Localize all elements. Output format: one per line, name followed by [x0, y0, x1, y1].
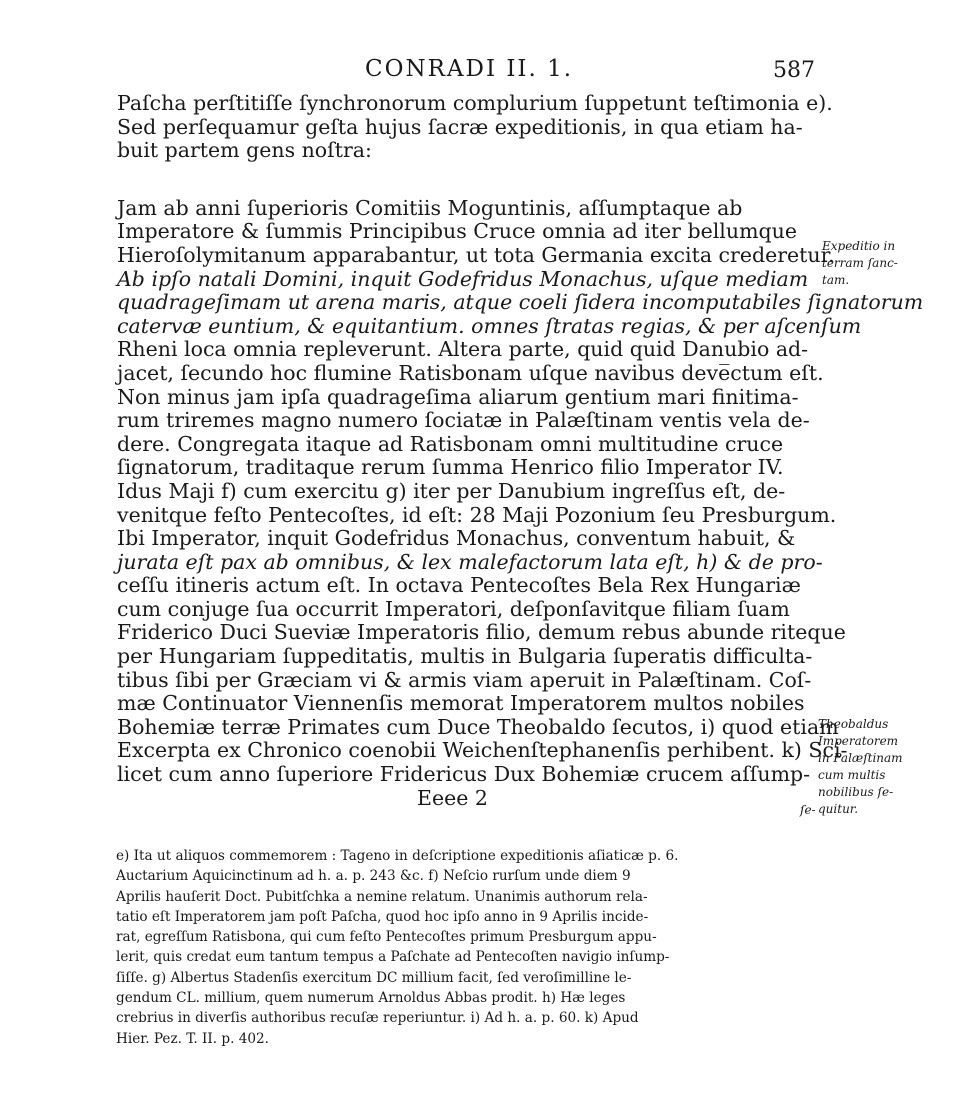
- text-line: Bohemiæ terræ Primates cum Duce Theobaldo ſecutos, i) quod etiam: [117, 714, 839, 739]
- text-line: Friderico Duci Sueviæ Imperatoris filio, demum rebus abunde riteque: [117, 620, 846, 645]
- text-line: dere. Congregata itaque ad Ratisbonam omni multitudine cruce: [117, 431, 784, 456]
- footnote-line: rat, egreſſum Ratisbona, qui cum feſto Pentecoſtes primum Presburgum appu-: [116, 929, 657, 946]
- footnote-line: tatio eſt Imperatorem jam poſt Paſcha, quod hoc ipſo anno in 9 Aprilis incide-: [116, 908, 649, 925]
- footnote-line: Aprilis hauſerit Doct. Pubitſchka a nemine relatum. Unanimis authorum rela-: [116, 888, 648, 905]
- text-line: Rheni loca omnia repleverunt. Altera parte, quid quid Danubio ad-: [117, 337, 809, 362]
- footnote-line: ſiſſe. g) Albertus Stadenſis exercitum DC millium facit, ſed veroſimilline le-: [116, 969, 632, 986]
- footnote-line: e) Ita ut aliquos commemorem : Tageno in deſcriptione expeditionis aſiaticæ p. 6.: [116, 848, 679, 864]
- text-line: Non minus jam ipſa quadrageſima aliarum gentium mari finitima-: [117, 384, 799, 409]
- catchword: ſe-: [800, 803, 816, 817]
- text-line: jurata eſt pax ab omnibus, & lex malefactorum lata eſt, h) & de pro-: [117, 549, 823, 574]
- marginal-note-line: tam.: [822, 273, 850, 287]
- running-head: CONRADI II. 1.: [365, 56, 574, 82]
- marginal-note-line: quitur.: [818, 802, 859, 816]
- text-line: venitque feſto Pentecoſtes, id eſt: 28 Maji Pozonium ſeu Presburgum.: [117, 502, 837, 527]
- signature-mark: Eeee 2: [417, 785, 488, 810]
- text-line: Paſcha perſtitiſſe ſynchronorum complurium ſuppetunt teſtimonia e).: [117, 91, 833, 115]
- text-line: ſignatorum, traditaque rerum ſumma Henrico filio Imperator IV.: [117, 455, 784, 480]
- marginal-note-line: Theobaldus: [818, 717, 889, 731]
- footnote-line: Hier. Pez. T. II. p. 402.: [116, 1030, 269, 1047]
- text-line: Excerpta ex Chronico coenobii Weichenſtephanenſis perhibent. k) Sci-: [117, 738, 848, 763]
- marginal-note-line: cum multis: [818, 768, 886, 782]
- text-line: buit partem gens noſtra:: [117, 138, 372, 163]
- text-line: rum triremes magno numero ſociatæ in Palæſtinam ventis vela de-: [117, 408, 810, 433]
- page-number: 587: [773, 58, 815, 83]
- marginal-note-line: Expeditio in: [822, 239, 896, 253]
- text-line: Sed perſequamur geſta hujus ſacræ expeditionis, in qua etiam ha-: [117, 114, 803, 139]
- marginal-note-expedition: [822, 238, 942, 289]
- footnote-line: crebrius in diverſis authoribus recuſæ reperiuntur. i) Ad h. a. p. 60. k) Apud: [116, 1010, 639, 1027]
- footnote-line: gendum CL. millium, quem numerum Arnoldus Abbas prodit. h) Hæ leges: [116, 990, 626, 1007]
- paragraph-gap: [117, 163, 822, 197]
- text-line: jacet, ſecundo hoc flumine Ratisbonam uſque navibus deve̅ctum eſt.: [117, 360, 824, 385]
- text-line: cum conjuge ſua occurrit Imperatori, deſponſavitque filiam ſuam: [117, 596, 790, 621]
- text-line: ceſſu itineris actum eſt. In octava Pentecoſtes Bela Rex Hungariæ: [117, 573, 801, 598]
- marginal-note-line: nobilibus ſe-: [818, 785, 894, 799]
- marginal-note-line: in Palæſtinam: [818, 751, 903, 765]
- marginal-note-line: terram ſanc-: [822, 256, 898, 270]
- footnotes: [116, 846, 816, 1049]
- text-line: per Hungariam ſuppeditatis, multis in Bulgaria ſuperatis difficulta-: [117, 644, 813, 669]
- text-line: Ibi Imperator, inquit Godefridus Monachus, conventum habuit, &: [117, 526, 796, 551]
- text-line: Imperatore & ſummis Principibus Cruce omnia ad iter bellumque: [117, 219, 797, 244]
- text-line: catervæ euntium, & equitantium. omnes ſtratas regias, & per aſcenſum: [117, 313, 862, 338]
- text-line: quadrageſimam ut arena maris, atque coeli ſidera incomputabiles ſignatorum: [117, 290, 924, 315]
- text-line: mæ Continuator Viennenſis memorat Imperatorem multos nobiles: [117, 691, 805, 716]
- text-line: Idus Maji f) cum exercitu g) iter per Danubium ingreſſus eſt, de-: [117, 478, 786, 503]
- marginal-note-line: Imperatorem: [818, 734, 899, 748]
- footnote-line: Auctarium Aquicinctinum ad h. a. p. 243 &c. f) Neſcio rurſum unde diem 9: [116, 868, 631, 885]
- page-header: [0, 56, 960, 86]
- text-line: tibus ſibi per Græciam vi & armis viam aperuit in Palæſtinam. Coſ-: [117, 667, 812, 692]
- text-line: licet cum anno ſuperiore Fridericus Dux Bohemiæ crucem aſſump-: [117, 762, 811, 787]
- text-line: Hieroſolymitanum apparabantur, ut tota Germania excita crederetur.: [117, 242, 835, 267]
- footnote-line: lerit, quis credat eum tantum tempus a Paſchate ad Pentecoſten navigio inſump-: [116, 949, 670, 966]
- text-line: Ab ipſo natali Domini, inquit Godefridus Monachus, uſque mediam: [117, 266, 809, 291]
- text-line: Jam ab anni ſuperioris Comitiis Moguntinis, aſſumptaque ab: [117, 195, 743, 220]
